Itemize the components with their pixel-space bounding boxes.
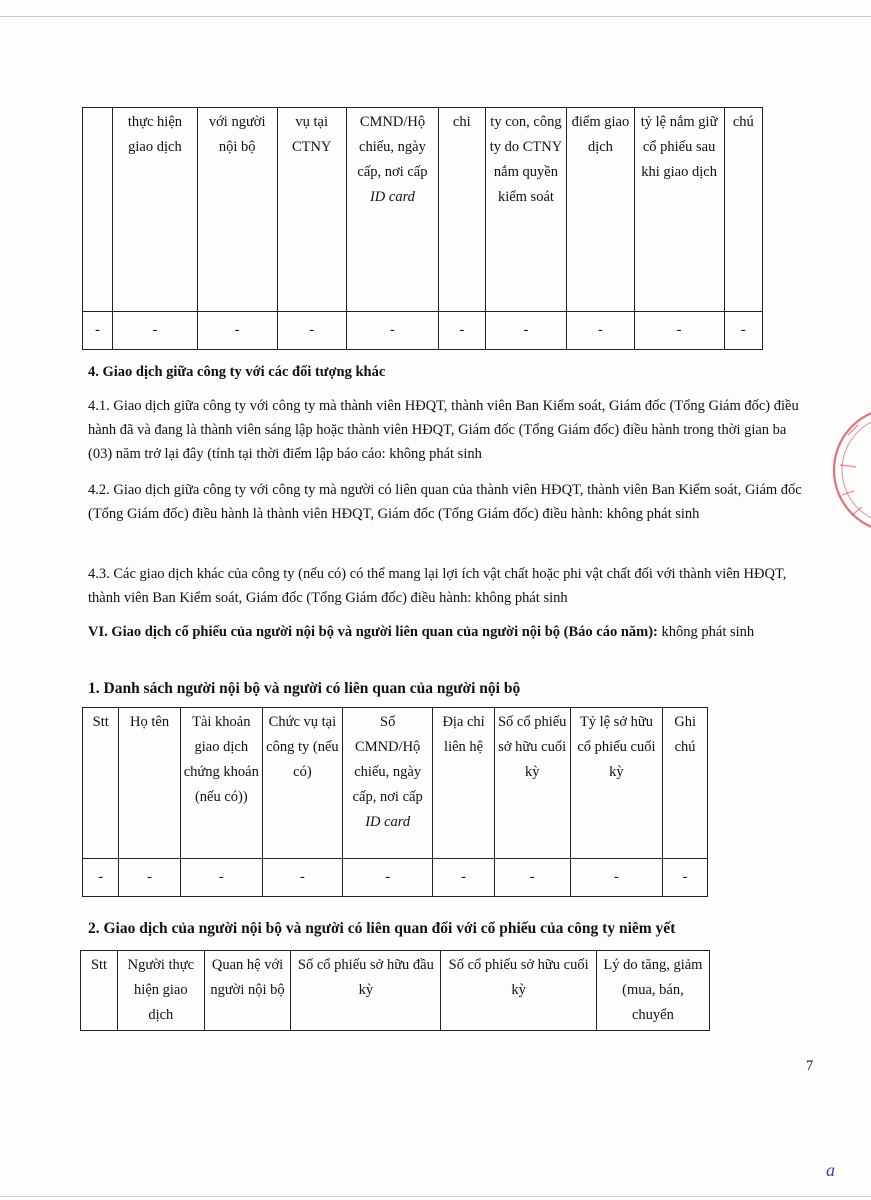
header-cell: Lý do tăng, giảm (mua, bán, chuyển bbox=[596, 951, 709, 1031]
cell: - bbox=[342, 859, 432, 897]
header-cell: Quan hệ với người nội bộ bbox=[204, 951, 291, 1031]
header-cell: Stt bbox=[83, 708, 119, 859]
cell: - bbox=[346, 312, 438, 350]
insiders-table bbox=[82, 707, 708, 897]
paragraph-4-2: 4.2. Giao dịch giữa công ty với công ty mà người có liên quan của thành viên HĐQT, thành viên Ban Kiểm soát, Giám đốc (Tổng Giám đốc) điều hành là thành viên HĐQT, Giám đốc (Tổng Giám đốc) điều hành: không phát sinh bbox=[88, 482, 802, 522]
cell: - bbox=[433, 859, 494, 897]
scan-edge-bottom bbox=[0, 1196, 871, 1197]
header-cell: Người thực hiện giao dịch bbox=[118, 951, 205, 1031]
cell: ty con, công ty do CTNY nắm quyền kiểm soát bbox=[485, 108, 567, 312]
header-cell: Tài khoản giao dịch chứng khoán (nếu có)) bbox=[180, 708, 262, 859]
header-cell: Chức vụ tại công ty (nếu có) bbox=[262, 708, 342, 859]
section-4-heading: 4. Giao dịch giữa công ty với các đối tượng khác bbox=[88, 364, 386, 380]
cell: - bbox=[494, 859, 570, 897]
cell: - bbox=[113, 312, 198, 350]
insider-trades-table bbox=[80, 950, 710, 1031]
scan-edge-top bbox=[0, 16, 871, 17]
cell: - bbox=[485, 312, 567, 350]
header-cell: Stt bbox=[81, 951, 118, 1031]
cell: - bbox=[570, 859, 663, 897]
cell: tỷ lệ nắm giữ cổ phiếu sau khi giao dịch bbox=[634, 108, 724, 312]
header-cell: Số cổ phiếu sở hữu cuối kỳ bbox=[441, 951, 596, 1031]
cell: - bbox=[634, 312, 724, 350]
cell: chi bbox=[439, 108, 486, 312]
header-cell: Họ tên bbox=[119, 708, 180, 859]
page-number: 7 bbox=[806, 1058, 814, 1074]
cell: - bbox=[567, 312, 634, 350]
header-cell: Số cổ phiếu sở hữu đầu kỳ bbox=[291, 951, 441, 1031]
paragraph-4-3: 4.3. Các giao dịch khác của công ty (nếu có) có thể mang lại lợi ích vật chất hoặc phi vật chất đối với thành viên HĐQT, thành viên Ban Kiểm soát, Giám đốc (Tổng Giám đốc) điều hành: không phát sinh bbox=[88, 566, 787, 606]
header-cell: Số cổ phiếu sở hữu cuối kỳ bbox=[494, 708, 570, 859]
cell: - bbox=[663, 859, 708, 897]
cell: thực hiện giao dịch bbox=[113, 108, 198, 312]
handwritten-initial-mark: a bbox=[826, 1160, 835, 1180]
header-cell: Ghi chú bbox=[663, 708, 708, 859]
cell: - bbox=[262, 859, 342, 897]
cell: - bbox=[180, 859, 262, 897]
cell: - bbox=[83, 859, 119, 897]
cell: với người nội bộ bbox=[197, 108, 277, 312]
cell: vụ tại CTNY bbox=[277, 108, 346, 312]
header-cell: Địa chỉ liên hệ bbox=[433, 708, 494, 859]
cell: - bbox=[439, 312, 486, 350]
paragraph-4-1: 4.1. Giao dịch giữa công ty với công ty mà thành viên HĐQT, thành viên Ban Kiểm soát, Giám đốc (Tổng Giám đốc) điều hành đã và đang là thành viên sáng lập hoặc thành viên HĐQT, Giám đốc (Tổng Giám đốc) điều hành trong thời gian ba (03) năm trở lại đây (tính tại thời điểm lập báo cáo: không phát sinh bbox=[88, 398, 799, 462]
section-6-heading: VI. Giao dịch cổ phiếu của người nội bộ và người liên quan của người nội bộ (Báo cáo năm): không phát sinh bbox=[88, 624, 755, 640]
cell: - bbox=[83, 312, 113, 350]
subsection-1-heading: 1. Danh sách người nội bộ và người có liên quan của người nội bộ bbox=[88, 680, 521, 697]
header-cell: Tỷ lệ sở hữu cổ phiếu cuối kỳ bbox=[570, 708, 663, 859]
company-seal-stamp bbox=[818, 395, 871, 545]
cell: chú bbox=[724, 108, 762, 312]
cell: - bbox=[119, 859, 180, 897]
cell: - bbox=[277, 312, 346, 350]
continued-table bbox=[82, 107, 763, 350]
cell bbox=[83, 108, 113, 312]
header-cell: Số CMND/Hộ chiếu, ngày cấp, nơi cấp ID card bbox=[342, 708, 432, 859]
cell: - bbox=[724, 312, 762, 350]
cell: CMND/Hộ chiếu, ngày cấp, nơi cấp ID card bbox=[346, 108, 438, 312]
cell: điểm giao dịch bbox=[567, 108, 634, 312]
cell: - bbox=[197, 312, 277, 350]
subsection-2-heading: 2. Giao dịch của người nội bộ và người có liên quan đối với cổ phiếu của công ty niêm yết bbox=[88, 920, 676, 937]
